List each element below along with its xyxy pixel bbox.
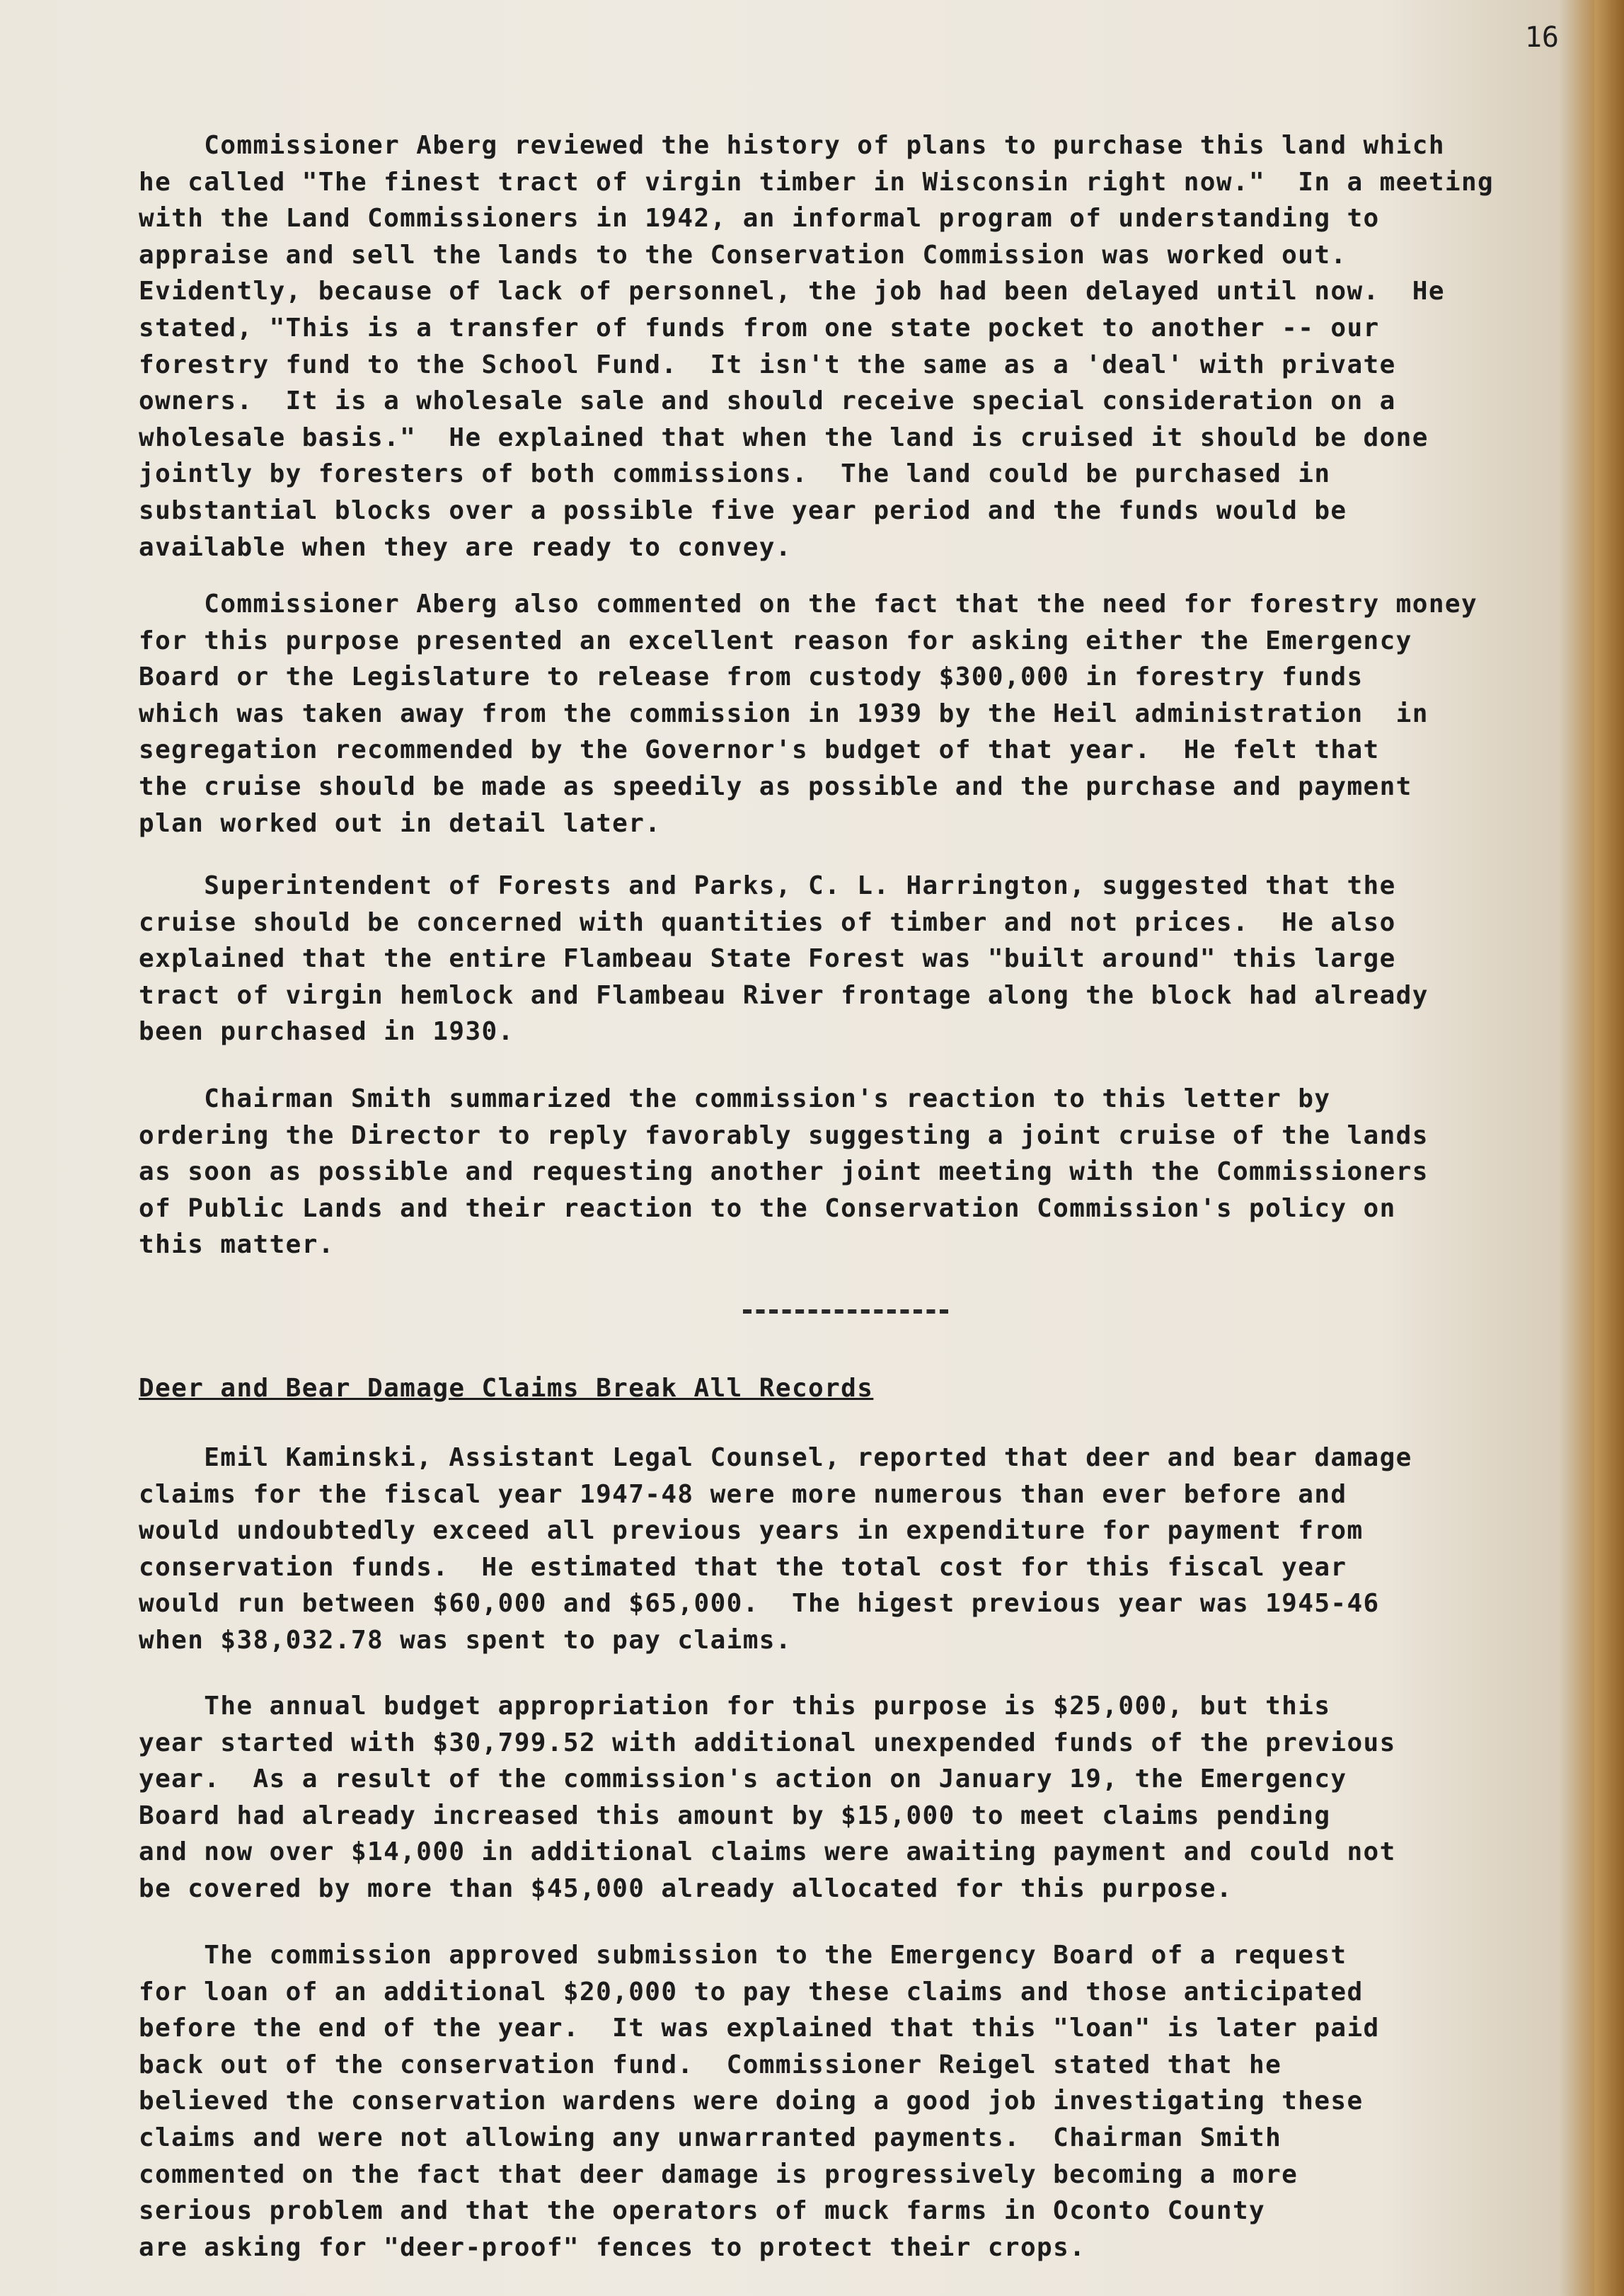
paragraph-loan-approval: The commission approved submission to the Emergency Board of a request for loan of an additional $20,000 to pay these claims and those anticipated before the end of the year. It was explained that this "loan" is later paid back out of the conservation fund. Commissioner Reigel stated that he believed the conservation wardens were doing a good job investigating these claims and were not allowing any unwarranted payments. Chairman Smith commented on the fact that deer damage is progressively becoming a more serious problem and that the operators of muck farms in Oconto County are asking for "deer-proof" fences to protect their crops. <box>139 1941 1380 2262</box>
paragraph-budget-appropriation: The annual budget appropriation for this purpose is $25,000, but this year started with $30,799.52 with additional unexpended funds of the previous year. As a result of the commission's action on January 19, the Emergency Board had already increased this amount by $15,000 to meet claims pending and now over $14,000 in additional claims were awaiting payment and could not be covered by more than $45,000 already allocated for this purpose. <box>139 1692 1396 1903</box>
paragraph-aberg-history: Commissioner Aberg reviewed the history of plans to purchase this land which he called "The finest tract of virgin timber in Wisconsin right now." In a meeting with the Land Commissioners in 1942, an informal program of understanding to appraise and sell the lands to the Conservation Commission was worked out. Evidently, because of lack of personnel, the job had been delayed until now. He stated, "This is a transfer of funds from one state pocket to another -- our forestry fund to the School Fund. It isn't the same as a 'deal' with private owners. It is a wholesale sale and should receive special consideration on a wholesale basis." He explained that when the land is cruised it should be done jointly by foresters of both commissions. The land could be purchased in substantial blocks over a possible five year period and the funds would be available when they are ready to convey. <box>139 131 1495 562</box>
paragraph-kaminski-report: Emil Kaminski, Assistant Legal Counsel, reported that deer and bear damage claims for the fiscal year 1947-48 were more numerous than ever before and would undoubtedly exceed all previous years in expenditure for payment from conservation funds. He estimated that the total cost for this fiscal year would run between $60,000 and $65,000. The higest previous year was 1945-46 when $38,032.78 was spent to pay claims. <box>139 1443 1412 1655</box>
paragraph-aberg-forestry-money: Commissioner Aberg also commented on the fact that the need for forestry money for this purpose presented an excellent reason for asking either the Emergency Board or the Legislature to release from custody $300,000 in forestry funds which was taken away from the commission in 1939 by the Heil administration in segregation recommended by the Governor's budget of that year. He felt that the cruise should be made as speedily as possible and the purchase and payment plan worked out in detail later. <box>139 590 1478 838</box>
paragraph-harrington: Superintendent of Forests and Parks, C. L. Harrington, suggested that the cruise should be concerned with quantities of timber and not prices. He also explained that the entire Flambeau State Forest was "built around" this large tract of virgin hemlock and Flambeau River frontage along the block had already been purchased in 1930. <box>139 871 1429 1047</box>
page-number: 16 <box>1524 21 1559 54</box>
section-divider <box>743 1309 948 1314</box>
section-heading: Deer and Bear Damage Claims Break All Records <box>139 1374 874 1403</box>
paragraph-chairman-smith: Chairman Smith summarized the commission's reaction to this letter by ordering the Director to reply favorably suggesting a joint cruise of the lands as soon as possible and requesting another joint meeting with the Commissioners of Public Lands and their reaction to the Conservation Commission's policy on this matter. <box>139 1084 1429 1260</box>
